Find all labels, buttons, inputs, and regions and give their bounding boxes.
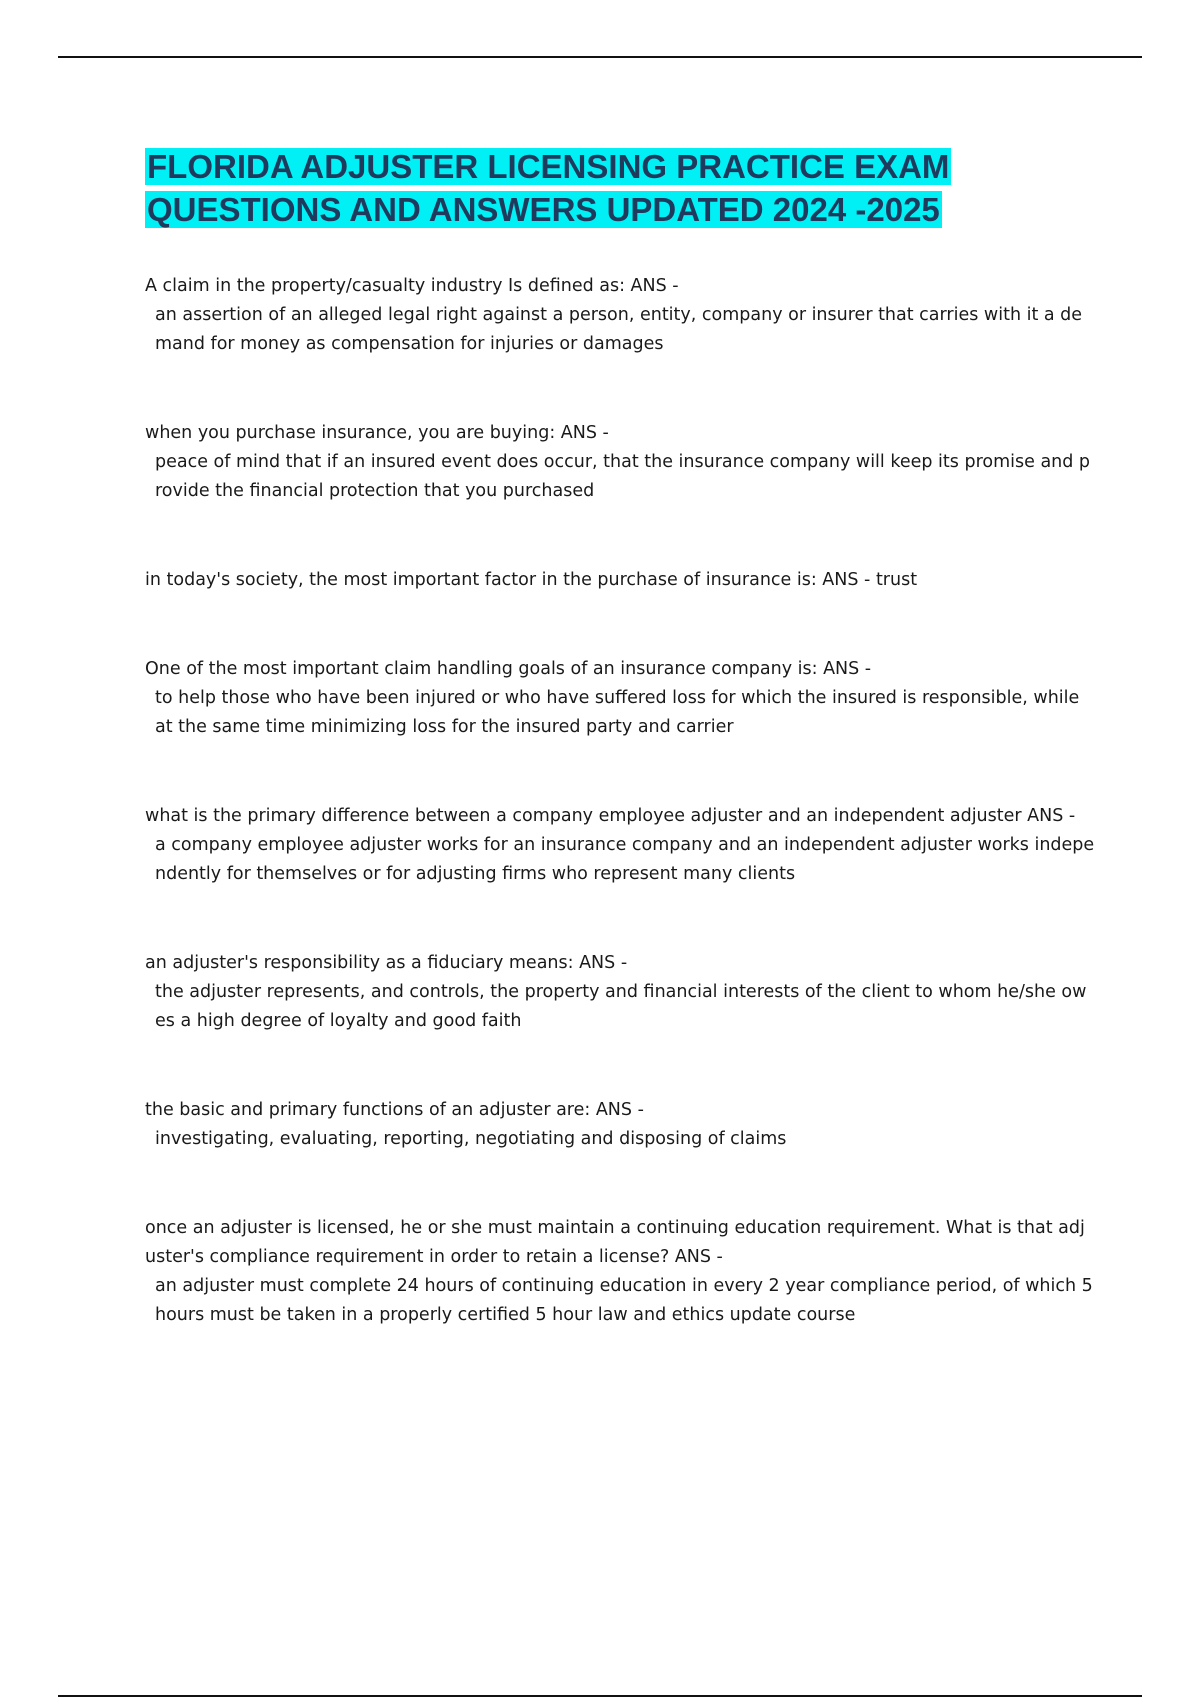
question-text: when you purchase insurance, you are buying: ANS - bbox=[145, 423, 609, 443]
question-text: the basic and primary functions of an adjuster are: ANS - bbox=[145, 1100, 644, 1120]
question-text: once an adjuster is licensed, he or she must maintain a continuing education requirement. What is that adjuster's compliance requirement in order to retain a license? ANS - bbox=[145, 1218, 1085, 1267]
top-divider bbox=[58, 56, 1142, 58]
answer-text: a company employee adjuster works for an insurance company and an independent adjuster works independently for themselves or for adjusting firms who represent many clients bbox=[155, 835, 1095, 884]
title-highlight: FLORIDA ADJUSTER LICENSING PRACTICE EXAM QUESTIONS AND ANSWERS UPDATED 2024 -2025 bbox=[147, 148, 950, 228]
answer-text: to help those who have been injured or who have suffered loss for which the insured is responsible, while at the same time minimizing loss for the insured party and carrier bbox=[155, 688, 1080, 737]
answer-text: an assertion of an alleged legal right against a person, entity, company or insurer that carries with it a demand for money as compensation for injuries or damages bbox=[155, 305, 1083, 354]
qa-item bbox=[145, 272, 1095, 359]
qa-item bbox=[145, 949, 1095, 1036]
qa-item bbox=[145, 566, 1095, 595]
qa-item bbox=[145, 655, 1095, 742]
bottom-divider bbox=[58, 1695, 1142, 1697]
document-title bbox=[145, 145, 1085, 231]
question-text: One of the most important claim handling goals of an insurance company is: ANS - bbox=[145, 659, 872, 679]
qa-item bbox=[145, 1096, 1095, 1154]
qa-list bbox=[145, 272, 1095, 1390]
qa-item bbox=[145, 419, 1095, 506]
qa-item bbox=[145, 1214, 1095, 1330]
answer-text: trust bbox=[875, 570, 918, 590]
answer-text: the adjuster represents, and controls, the property and financial interests of the client to whom he/she owes a high degree of loyalty and good faith bbox=[155, 982, 1087, 1031]
question-text: what is the primary difference between a company employee adjuster and an independent adjuster ANS - bbox=[145, 806, 1076, 826]
answer-text: investigating, evaluating, reporting, negotiating and disposing of claims bbox=[155, 1129, 787, 1149]
answer-text: an adjuster must complete 24 hours of continuing education in every 2 year compliance period, of which 5 hours must be taken in a properly certified 5 hour law and ethics update course bbox=[155, 1276, 1093, 1325]
question-text: A claim in the property/casualty industry Is defined as: ANS - bbox=[145, 276, 679, 296]
answer-text: peace of mind that if an insured event does occur, that the insurance company will keep its promise and provide the financial protection that you purchased bbox=[155, 452, 1091, 501]
question-text: in today's society, the most important factor in the purchase of insurance is: ANS - bbox=[145, 570, 871, 590]
qa-item bbox=[145, 802, 1095, 889]
question-text: an adjuster's responsibility as a fiduciary means: ANS - bbox=[145, 953, 628, 973]
